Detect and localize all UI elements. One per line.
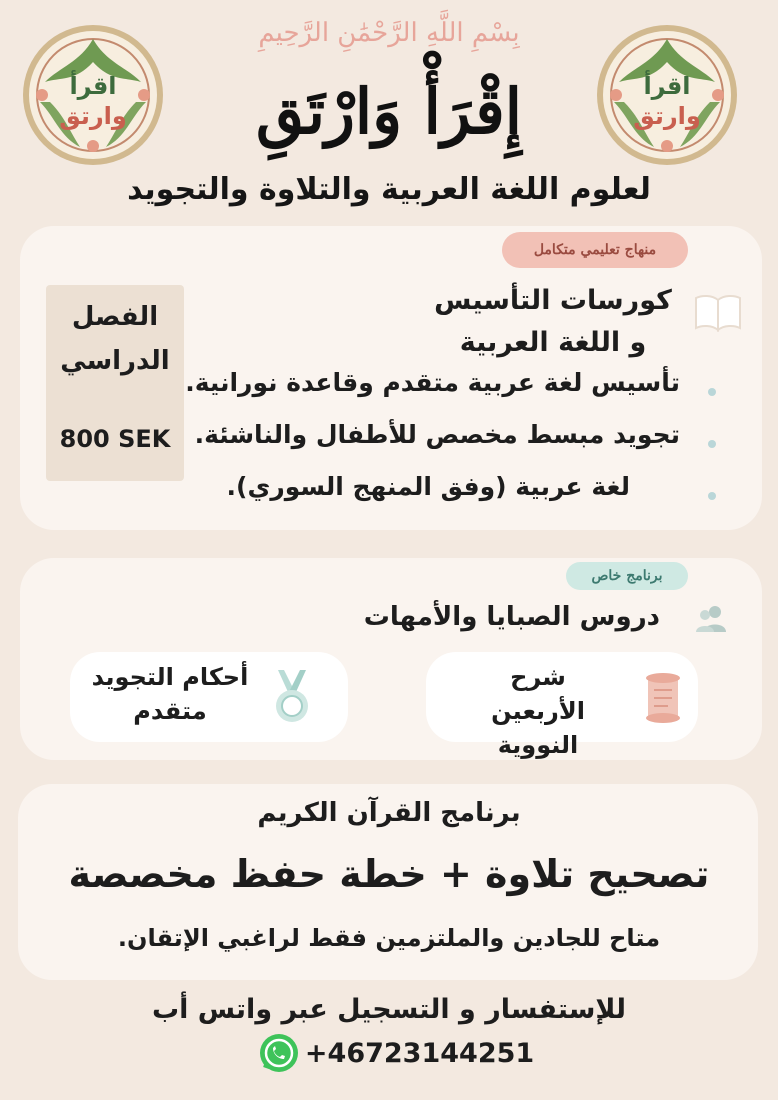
logo-word-1: اقرأ [643,72,691,100]
list-item-text: تجويد مبسط مخصص للأطفال والناشئة. [194,420,680,449]
medal-icon [272,668,312,726]
forty-hadith-label [448,660,628,762]
moms-lessons-title: دروس الصبايا والأمهات [363,602,660,632]
logo-word-1: اقرأ [69,72,117,100]
open-book-icon [694,292,742,334]
price-label-line2: الدراسي [60,346,170,376]
price-label [46,295,184,383]
whatsapp-icon[interactable] [258,1032,300,1074]
list-item [180,468,720,520]
course-title [420,280,686,364]
tajweed-card [70,652,348,742]
tajweed-line1: أحكام التجويد [91,663,249,691]
bullet-dot [708,440,716,448]
brand-title: إِقْرَأْ وَارْتَقِ [256,75,522,148]
logo-word-2: وارتق [633,102,701,130]
forty-hadith-line2: الأربعين النووية [491,697,585,759]
contact-phone-row[interactable] [0,1032,778,1076]
special-program-badge: برنامج خاص [566,562,688,590]
course-title-line2: و اللغة العربية [459,327,647,358]
price-value: 800 SEK [59,425,171,453]
list-item [180,416,720,468]
logo-word-2: وارتق [59,102,127,130]
curriculum-badge: منهاج تعليمي متكامل [502,232,688,268]
list-item-text: لغة عربية (وفق المنهج السوري). [226,472,630,501]
bullet-dot [708,388,716,396]
price-label-line1: الفصل [71,302,159,332]
scroll-icon [642,672,684,724]
phone-number[interactable]: +46723144251 [304,1037,535,1069]
basmala: بِسْمِ اللَّهِ الرَّحْمَٰنِ الرَّحِيمِ [258,18,520,48]
contact-text: للإستفسار و التسجيل عبر واتس أب [151,994,627,1025]
quran-program-note: متاح للجادين والملتزمين فقط لراغبي الإتقان. [117,924,661,952]
tajweed-line2: متقدم [133,697,207,725]
tajweed-label [80,660,260,728]
forty-hadith-card [426,652,698,759]
quran-program-plan: تصحيح تلاوة + خطة حفظ مخصصة [68,852,710,896]
price-box [46,285,184,481]
tagline: لعلوم اللغة العربية والتلاوة والتجويد [127,172,651,207]
course-title-line1: كورسات التأسيس [434,285,672,316]
list-item [180,364,720,416]
forty-hadith-line1: شرح [510,663,566,691]
bullet-dot [708,492,716,500]
people-icon [696,604,726,632]
list-item-text: تأسيس لغة عربية متقدم وقاعدة نورانية. [185,368,680,397]
quran-program-title: برنامج القرآن الكريم [257,798,521,828]
course-list [180,364,720,520]
